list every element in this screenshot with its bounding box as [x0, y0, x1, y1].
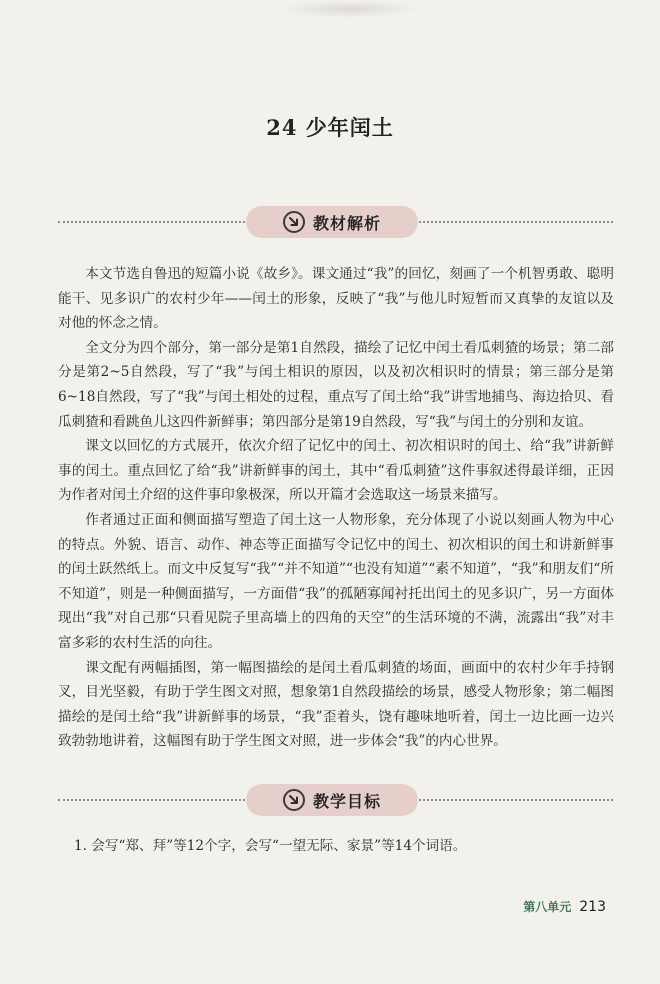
unit-label: 第八单元 [523, 900, 572, 914]
section-pill [246, 784, 418, 816]
arrow-circle-icon [283, 789, 305, 811]
section-label: 教材解析 [312, 213, 381, 233]
paragraph: 作者通过正面和侧面描写塑造了闰土这一人物形象，充分体现了小说以刻画人物为中心的特点。外貌、语言、动作、神态等正面描写令记忆中的闰土、初次相识的闰土和讲新鲜事的闰土跃然纸上。而文中反复写“我”“并不知道”“也没有知道”“素不知道”，“我”和朋友们“所不知道”，则是一种侧面描写，一方面借“我”的孤陋寡闻衬托出闰土的见多识广，另一方面体现出“我”对自己那“只看见院子里高墙上的四角的天空”的生活环境的不满，流露出“我”对丰富多彩的农村生活的向往。 [58, 511, 614, 651]
goal-item: 1. 会写“郑、拜”等12个字，会写“一望无际、家景”等14个词语。 [74, 838, 467, 854]
scan-shadow [280, 0, 420, 18]
page-number: 213 [579, 899, 606, 915]
section-label: 教学目标 [312, 791, 381, 811]
section-header-goals [58, 782, 613, 818]
paragraph: 课文以回忆的方式展开，依次介绍了记忆中的闰土、初次相识时的闰土、给“我”讲新鲜事的闰土。重点回忆了给“我”讲新鲜事的闰土，其中“看瓜刺猹”这件事叙述得最详细，正因为作者对闰土介绍的这件事印象极深，所以开篇才会选取这一场景来描写。 [58, 438, 614, 504]
page-footer [523, 898, 606, 915]
lesson-title: 24 少年闰土 [266, 115, 394, 140]
paragraph: 本文节选自鲁迅的短篇小说《故乡》。课文通过“我”的回忆，刻画了一个机智勇敢、聪明能干、见多识广的农村少年——闰土的形象，反映了“我”与他儿时短暂而又真挚的友谊以及对他的怀念之情。 [58, 266, 614, 332]
paragraph: 全文分为四个部分，第一部分是第1自然段，描绘了记忆中闰土看瓜刺猹的场景；第二部分是第2~5自然段，写了“我”与闰土相识的原因，以及初次相识时的情景；第三部分是第6~18自然段，写了“我”与闰土相处的过程，重点写了闰土给“我”讲雪地捕鸟、海边拾贝、看瓜刺猹和看跳鱼儿这四件新鲜事；第四部分是第19自然段，写“我”与闰土的分别和友谊。 [58, 339, 614, 430]
analysis-body [58, 262, 614, 754]
arrow-circle-icon [283, 211, 305, 233]
section-pill [246, 206, 418, 238]
section-header-analysis [58, 204, 613, 240]
paragraph: 课文配有两幅插图，第一幅图描绘的是闰土看瓜刺猹的场面，画面中的农村少年手持钢叉，目光坚毅，有助于学生图文对照，想象第1自然段描绘的场景，感受人物形象；第二幅图描绘的是闰土给“我”讲新鲜事的场景，“我”歪着头，饶有趣味地听着，闰土一边比画一边兴致勃勃地讲着，这幅图有助于学生图文对照，进一步体会“我”的内心世界。 [58, 659, 614, 750]
